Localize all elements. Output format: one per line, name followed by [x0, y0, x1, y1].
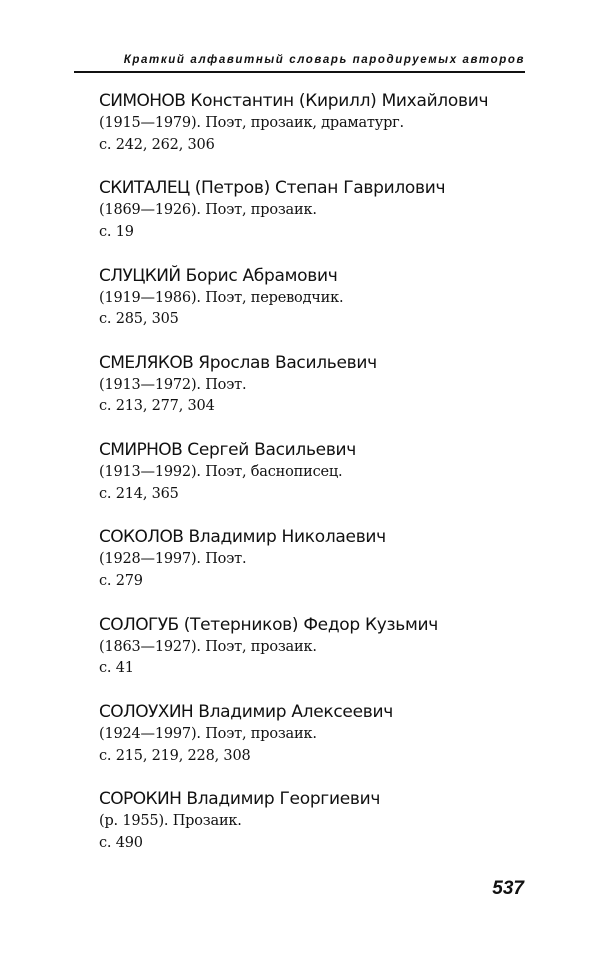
author-entry — [99, 264, 539, 351]
author-given-names: Владимир Николаевич — [188, 527, 386, 548]
author-surname: СОРОКИН — [99, 789, 182, 810]
author-entry — [99, 438, 539, 525]
author-entry — [99, 787, 539, 874]
author-bio: (1928—1997). Поэт. — [99, 551, 247, 568]
author-page-refs: с. 242, 262, 306 — [99, 136, 215, 153]
author-given-names: (Петров) Степан Гаврилович — [194, 178, 446, 199]
author-given-names: Ярослав Васильевич — [198, 352, 377, 373]
author-name — [99, 787, 539, 811]
author-entry — [99, 525, 539, 612]
author-surname: СМЕЛЯКОВ — [99, 352, 194, 373]
author-entry — [99, 351, 539, 438]
author-page-refs: с. 285, 305 — [99, 311, 179, 328]
author-page-refs: с. 41 — [99, 660, 134, 677]
author-surname: СЛУЦКИЙ — [99, 265, 181, 286]
author-page-refs: с. 214, 365 — [99, 485, 179, 502]
author-name — [99, 89, 539, 113]
author-name — [99, 700, 539, 724]
author-given-names: Владимир Алексеевич — [198, 702, 393, 723]
author-surname: СОЛОГУБ — [99, 614, 179, 635]
author-entry-list — [99, 89, 539, 875]
author-bio: (1915—1979). Поэт, прозаик, драматург. — [99, 115, 404, 131]
author-name — [99, 176, 539, 200]
author-entry — [99, 700, 539, 787]
author-bio: (р. 1955). Прозаик. — [99, 813, 242, 830]
author-bio: (1924—1997). Поэт, прозаик. — [99, 726, 317, 743]
author-entry — [99, 613, 539, 700]
author-given-names: Владимир Георгиевич — [186, 789, 381, 810]
author-given-names: Сергей Васильевич — [187, 440, 357, 461]
author-surname: СОЛОУХИН — [99, 702, 194, 723]
author-surname: СМИРНОВ — [99, 440, 183, 461]
author-given-names: (Тетерников) Федор Кузьмич — [183, 614, 438, 635]
author-name — [99, 264, 539, 288]
author-bio: (1913—1992). Поэт, баснописец. — [99, 464, 343, 481]
author-page-refs: с. 19 — [99, 223, 134, 240]
author-bio: (1869—1926). Поэт, прозаик. — [99, 202, 317, 219]
author-name — [99, 613, 539, 637]
author-surname: СКИТАЛЕЦ — [99, 178, 190, 199]
author-page-refs: с. 213, 277, 304 — [99, 398, 215, 415]
author-name — [99, 438, 539, 462]
author-page-refs: с. 215, 219, 228, 308 — [99, 747, 251, 764]
author-name — [99, 525, 539, 549]
author-page-refs: с. 279 — [99, 572, 143, 589]
author-entry — [99, 176, 539, 263]
running-head: Краткий алфавитный словарь пародируемых авторов — [74, 52, 525, 73]
author-entry — [99, 89, 539, 176]
author-surname: СОКОЛОВ — [99, 527, 184, 548]
author-name — [99, 351, 539, 375]
author-page-refs: с. 490 — [99, 834, 143, 851]
author-surname: СИМОНОВ — [99, 91, 186, 111]
author-given-names: Борис Абрамович — [185, 265, 338, 286]
author-bio: (1913—1972). Поэт. — [99, 376, 247, 393]
author-bio: (1863—1927). Поэт, прозаик. — [99, 638, 317, 655]
author-bio: (1919—1986). Поэт, переводчик. — [99, 289, 344, 306]
author-given-names: Константин (Кирилл) Михайлович — [190, 91, 489, 111]
page-number: 537 — [492, 878, 524, 899]
